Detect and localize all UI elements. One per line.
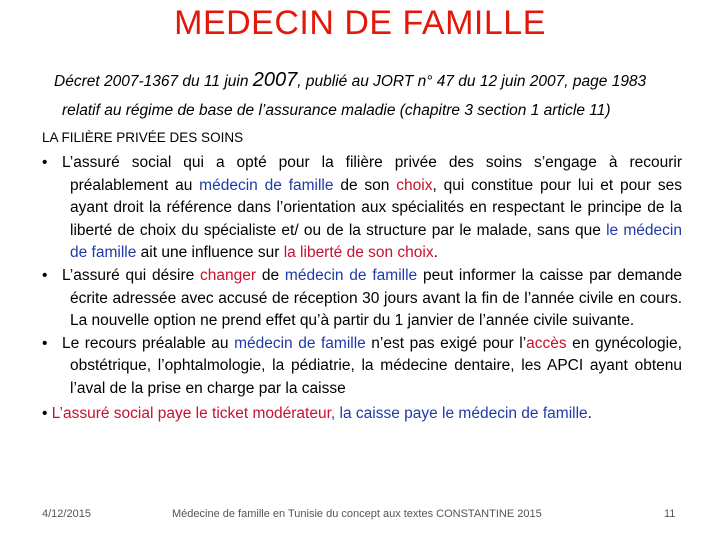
page-number: 11 (664, 508, 676, 520)
decree-line-1 (40, 66, 700, 96)
bullet-item-4 (42, 403, 682, 426)
highlight-blue: médecin de famille (199, 176, 334, 194)
highlight-blue: médecin de famille (234, 334, 366, 352)
bullet-dot: • (42, 266, 48, 284)
bullet-list (42, 152, 682, 425)
decree-reference (40, 66, 700, 125)
highlight-red: changer (200, 266, 257, 284)
decree-text: Décret 2007-1367 du 11 juin (54, 73, 253, 90)
bullet-item-2 (42, 265, 682, 333)
text: . (587, 404, 592, 422)
highlight-blue: médecin de famille (284, 266, 418, 284)
text: de (256, 266, 285, 284)
highlight-red: choix (396, 176, 433, 194)
text: Le recours préalable au (62, 334, 235, 352)
bullet-item-3 (42, 333, 682, 401)
footer-date: 4/12/2015 (42, 508, 91, 520)
text: de son (333, 176, 397, 194)
text: L’assuré social qui a opté pour la filière privée des soins s’engage à recourir préalablement au (62, 154, 682, 194)
highlight-blue: le médecin de famille (70, 221, 682, 262)
decree-line-2: relatif au régime de base de l’assurance maladie (chapitre 3 section 1 article 11) (62, 102, 611, 119)
section-heading: LA FILIÈRE PRIVÉE DES SOINS (42, 130, 244, 145)
text: . (433, 244, 438, 262)
bullet-dot: • (42, 154, 48, 171)
highlight-red: accès (526, 334, 567, 352)
footer-caption: Médecine de famille en Tunisie du concept aux textes CONSTANTINE 2015 (172, 508, 542, 520)
highlight-red: la liberté de son choix (283, 244, 434, 262)
highlight-red: L’assuré social paye le ticket modérateur (51, 404, 331, 422)
text: L’assuré qui désire (62, 266, 201, 284)
decree-year: 2007 (252, 69, 298, 91)
decree-text-rest: , publié au JORT n° 47 du 12 juin 2007, page 1983 (297, 73, 647, 90)
page-title: MEDECIN DE FAMILLE (174, 4, 546, 42)
text: n’est pas exigé pour l’ (365, 334, 527, 352)
text: , qui constitue pour lui et pour ses ayant droit la référence dans l’orientation aux spécialités en respectant le principe de la liberté de choix du spécialiste et/ ou de la structure par le malade, sans que (70, 176, 682, 239)
bullet-dot: • (42, 334, 48, 352)
text: en gynécologie, obstétrique, l’ophtalmologie, la pédiatrie, la médecine dentaire, les APCI ayant obtenu l’aval de la prise en charge par la caisse (70, 334, 682, 397)
bullet-dot: • (42, 404, 48, 422)
text: peut informer la caisse par demande écrite adressée avec accusé de réception 30 jours avant la fin de l’année civile en cours. La nouvelle option ne prend effet qu’à partir du 1 janvier de l’année civile suivante. (70, 266, 683, 330)
highlight-blue: , la caisse paye le médecin de famille (330, 404, 588, 422)
text: ait une influence sur (136, 244, 284, 262)
bullet-item-1 (42, 152, 682, 265)
